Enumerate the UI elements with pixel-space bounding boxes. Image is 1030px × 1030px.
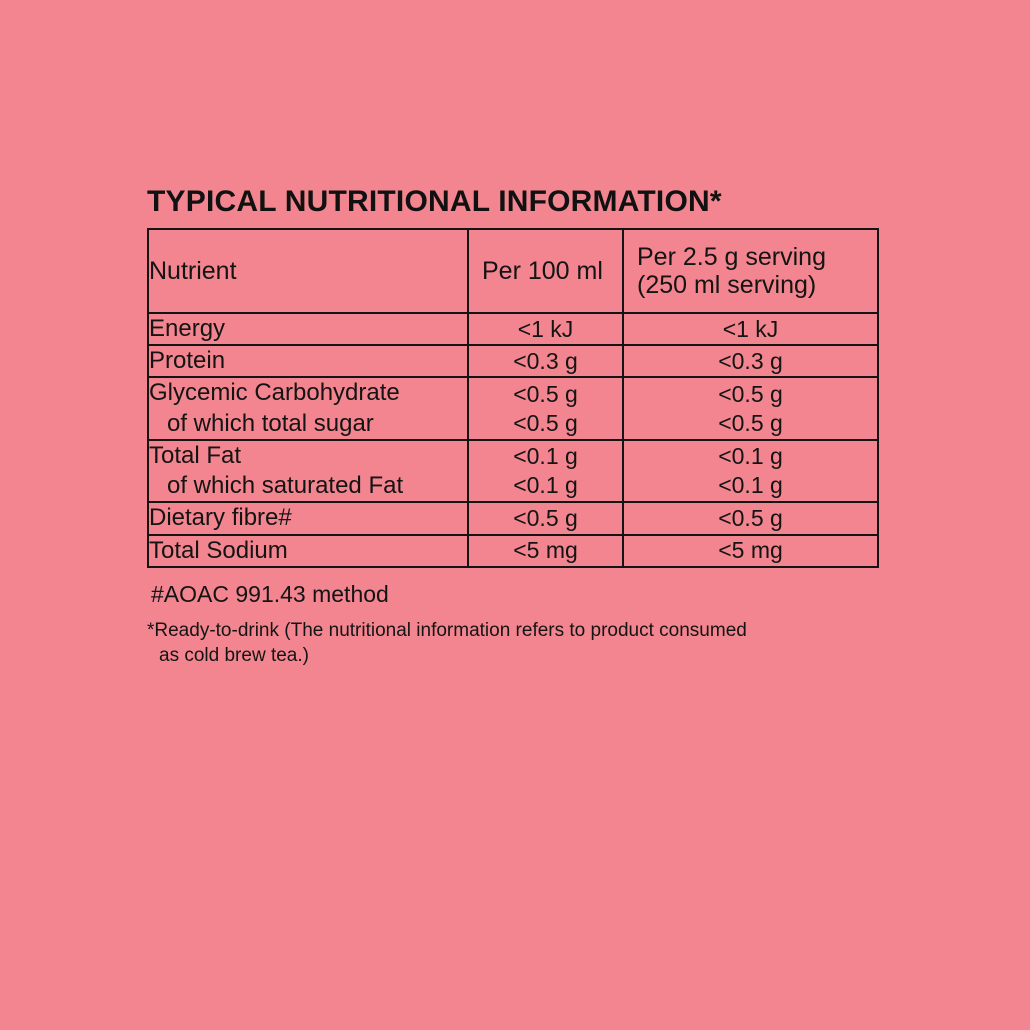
nutrient-name: Protein xyxy=(149,347,226,375)
nutrient-name: Total Sodium xyxy=(149,536,288,564)
table-row xyxy=(148,440,878,502)
row-value-total-fat-per-100ml xyxy=(468,440,623,502)
row-label-dietary-fibre xyxy=(148,502,468,534)
row-value-total-sodium-per-serving xyxy=(623,535,878,567)
table-row xyxy=(148,502,878,534)
footnote-ready-line2: as cold brew tea.) xyxy=(159,645,309,667)
row-value-glycemic-carbohydrate-per-100ml xyxy=(468,377,623,439)
table-header xyxy=(148,229,878,313)
value-sub: <0.5 g xyxy=(513,409,578,436)
row-value-protein-per-serving xyxy=(623,345,878,377)
value-main: <0.1 g xyxy=(718,443,783,470)
value-main: <0.5 g xyxy=(718,505,783,532)
row-value-protein-per-100ml xyxy=(468,345,623,377)
column-header-nutrient: Nutrient xyxy=(148,229,468,313)
footnote-ready-to-drink xyxy=(147,618,887,669)
value-main: <0.3 g xyxy=(513,347,578,374)
nutrient-subname: of which saturated Fat xyxy=(167,472,404,500)
column-header-per-serving xyxy=(623,229,878,313)
value-main: <0.5 g xyxy=(718,380,783,407)
value-main: <1 kJ xyxy=(517,315,574,342)
value-main: <5 mg xyxy=(718,537,783,564)
nutrient-name: Energy xyxy=(149,315,226,342)
row-value-dietary-fibre-per-100ml xyxy=(468,502,623,534)
row-label-total-sodium xyxy=(148,535,468,567)
footnote-method: #AOAC 991.43 method xyxy=(151,580,389,607)
value-main: <0.1 g xyxy=(513,443,578,470)
value-main: <0.5 g xyxy=(513,380,578,407)
column-header-per-100ml: Per 100 ml xyxy=(468,229,623,313)
nutrient-name: Glycemic Carbohydrate xyxy=(149,379,400,407)
row-label-glycemic-carbohydrate xyxy=(148,377,468,439)
value-main: <0.3 g xyxy=(718,347,783,374)
nutrient-subname: of which total sugar xyxy=(167,409,374,437)
nutrient-name: Total Fat xyxy=(149,441,242,469)
page-title: TYPICAL NUTRITIONAL INFORMATION* xyxy=(147,185,722,218)
footnote-ready-line1: *Ready-to-drink (The nutritional information refers to product consumed xyxy=(147,619,747,641)
row-value-energy-per-100ml xyxy=(468,313,623,345)
nutrient-name: Dietary fibre# xyxy=(149,504,292,532)
table-row xyxy=(148,535,878,567)
row-label-total-fat xyxy=(148,440,468,502)
value-main: <5 mg xyxy=(513,537,578,564)
value-sub: <0.1 g xyxy=(513,472,578,499)
row-value-glycemic-carbohydrate-per-serving xyxy=(623,377,878,439)
column-header-per-serving-line2: (250 ml serving) xyxy=(637,271,817,299)
row-value-dietary-fibre-per-serving xyxy=(623,502,878,534)
table-header-row xyxy=(148,229,878,313)
row-value-energy-per-serving xyxy=(623,313,878,345)
value-main: <0.5 g xyxy=(513,505,578,532)
nutrition-table xyxy=(147,228,879,568)
value-sub: <0.5 g xyxy=(718,409,783,436)
table-row xyxy=(148,377,878,439)
table-row xyxy=(148,345,878,377)
table-body xyxy=(148,313,878,567)
row-label-protein xyxy=(148,345,468,377)
value-sub: <0.1 g xyxy=(718,472,783,499)
value-main: <1 kJ xyxy=(722,315,779,342)
row-value-total-sodium-per-100ml xyxy=(468,535,623,567)
row-label-energy xyxy=(148,313,468,345)
table-row xyxy=(148,313,878,345)
footnotes xyxy=(147,580,887,669)
row-value-total-fat-per-serving xyxy=(623,440,878,502)
nutrition-panel xyxy=(147,185,887,669)
column-header-per-serving-line1: Per 2.5 g serving xyxy=(637,243,826,271)
